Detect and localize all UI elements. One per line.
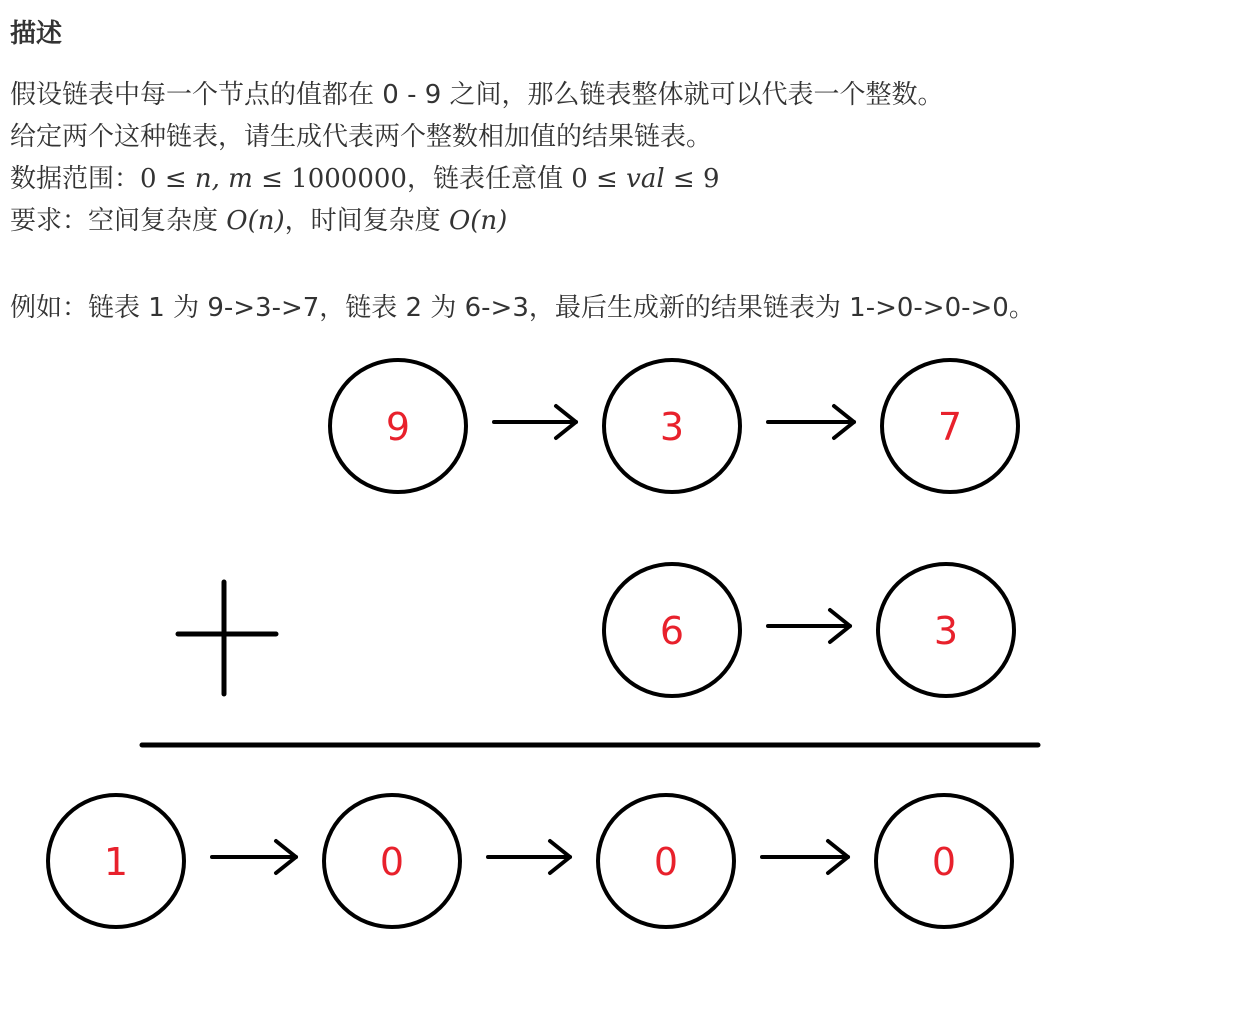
node-value: 1 xyxy=(103,840,129,884)
plus-sign xyxy=(178,582,276,694)
node-value: 9 xyxy=(385,405,411,449)
example-line: 例如：链表 1 为 9->3->7，链表 2 为 6->3，最后生成新的结果链表为 1->0->0->0。 xyxy=(10,293,1035,323)
node-value: 0 xyxy=(653,840,679,884)
result-arrow-2 xyxy=(488,841,570,873)
list1-arrow-2 xyxy=(768,406,854,438)
description-line-2: 给定两个这种链表，请生成代表两个整数相加值的结果链表。 xyxy=(10,122,713,152)
result-arrow-1 xyxy=(212,841,296,873)
space-complexity: O(n) xyxy=(226,206,285,236)
list1-node-2 xyxy=(604,360,740,492)
range-constraint-1: 0 ≤ n, m ≤ 1000000 xyxy=(140,164,407,194)
result-arrow-3 xyxy=(762,841,848,873)
node-value: 3 xyxy=(933,609,959,653)
section-title: 描述 xyxy=(10,19,63,49)
result-node-1 xyxy=(48,795,184,927)
data-range-label-2: 链表任意值 xyxy=(432,164,563,194)
range-constraint-2: 0 ≤ val ≤ 9 xyxy=(571,164,720,194)
node-value: 0 xyxy=(379,840,405,884)
list2-node-1 xyxy=(604,564,740,696)
node-value: 7 xyxy=(937,405,963,449)
data-range-label: 数据范围： xyxy=(10,164,141,194)
node-value: 0 xyxy=(931,840,957,884)
list1-arrow-1 xyxy=(494,406,576,438)
list1-node-1 xyxy=(330,360,466,492)
node-value: 3 xyxy=(659,405,685,449)
requirement-line: 要求：空间复杂度 O(n)，时间复杂度 O(n) xyxy=(10,206,508,236)
data-range-line: 数据范围：0 ≤ n, m ≤ 1000000，链表任意值 0 ≤ val ≤ 9 xyxy=(10,164,720,194)
time-complexity: O(n) xyxy=(448,206,508,236)
result-node-4 xyxy=(876,795,1012,927)
node-value: 6 xyxy=(659,609,685,653)
requirement-label: 要求： xyxy=(10,206,89,236)
description-line-1: 假设链表中每一个节点的值都在 0 - 9 之间，那么链表整体就可以代表一个整数。 xyxy=(10,80,944,110)
list2-node-2 xyxy=(878,564,1014,696)
result-node-2 xyxy=(324,795,460,927)
list1-node-3 xyxy=(882,360,1018,492)
result-node-3 xyxy=(598,795,734,927)
list2-arrow-1 xyxy=(768,610,850,642)
